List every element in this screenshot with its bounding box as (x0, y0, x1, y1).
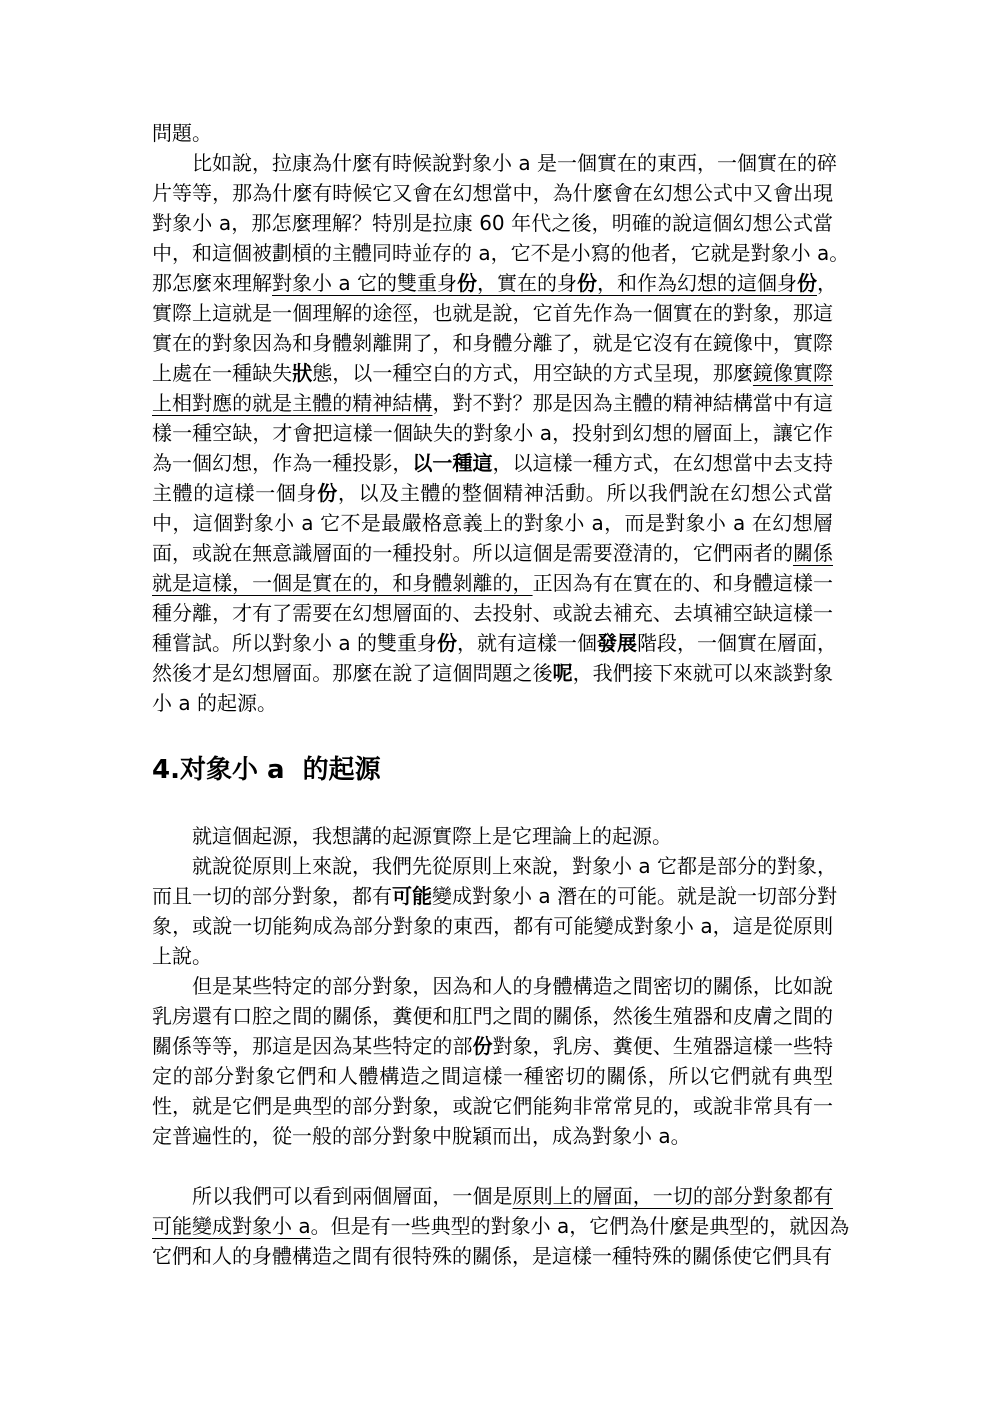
text-line (152, 851, 837, 881)
text-segment: 實在的對象因為和身體剝離開了，和身體分離了，就是它沒有在鏡像中，實際 (152, 331, 833, 355)
text-line (152, 328, 833, 358)
text-segment: 而且一切的部分對象，都有 (152, 884, 392, 908)
text-segment: 關係等等，那這是因為某些特定的部 (152, 1034, 473, 1058)
bold-text: 呢 (552, 661, 573, 685)
text-line (152, 1181, 833, 1211)
text-segment: 面，或說在無意識層面的一種投射。所以這個是需要澄清的，它們兩者的 (152, 541, 793, 565)
paragraph (152, 851, 837, 971)
text-line (152, 911, 833, 941)
text-segment: 對象小 a，那怎麼理解？特別是拉康 60 年代之後，明確的說這個幻想公式當 (152, 211, 833, 235)
text-line (152, 1001, 833, 1031)
text-segment: 定普遍性的，從一般的部分對象中脫穎而出，成為對象小 a。 (152, 1124, 691, 1148)
text-segment: 定的部分對象它們和人體構造之間這樣一種密切的關係，所以它們就有典型 (152, 1064, 833, 1088)
underlined-text: 就是這樣，一個是實在的，和身體剝離的， (152, 571, 533, 595)
text-line (152, 688, 833, 718)
bold-text: 份 (317, 481, 338, 505)
text-segment: 中，和這個被劃槓的主體同時並存的 a，它不是小寫的他者，它就是對象小 a。 (152, 241, 850, 265)
underlined-text: 原則上的層面，一切的部分對象都有 (512, 1184, 834, 1208)
section-text (152, 821, 850, 1271)
text-line (152, 1121, 833, 1151)
text-segment: 上說。 (152, 944, 212, 968)
text-line (152, 1241, 833, 1271)
text-segment: 對象，乳房、糞便、生殖器這樣一些特 (492, 1034, 834, 1058)
text-line (152, 238, 850, 268)
text-segment: 片等等，那為什麼有時候它又會在幻想當中，為什麼會在幻想公式中又會出現 (152, 181, 833, 205)
underlined-text: 上相對應的就是主體的精神結構 (152, 391, 433, 415)
underlined-text: 關係 (792, 541, 833, 565)
text-segment: 變成對象小 a 潛在的可能。就是說一切部分對 (432, 884, 837, 908)
underlined-bold-text: 份 (576, 271, 597, 295)
text-segment: 小 a 的起源。 (152, 691, 277, 715)
text-line (152, 658, 833, 688)
text-line (152, 538, 833, 568)
bold-text: 以一種這 (412, 451, 493, 475)
text-line (152, 628, 837, 658)
text-segment: 就說從原則上來說，我們先從原則上來說，對象小 a 它都是部分的對象， (192, 854, 837, 878)
text-segment: 為一個幻想，作為一種投影， (152, 451, 413, 475)
intro-text (152, 118, 850, 718)
text-line (152, 478, 833, 508)
underlined-bold-text: 份 (456, 271, 477, 295)
text-segment: 種嘗試。所以對象小 a 的雙重身 (152, 631, 437, 655)
text-line (152, 418, 833, 448)
text-segment: 樣一種空缺，才會把這樣一個缺失的對象小 a，投射到幻想的層面上，讓它作 (152, 421, 833, 445)
text-segment: 性，就是它們是典型的部分對象，或說它們能夠非常常見的，或說非常具有一 (152, 1094, 833, 1118)
paragraph (152, 148, 850, 718)
text-segment: 所以我們可以看到兩個層面，一個是 (192, 1184, 513, 1208)
text-line (152, 1091, 833, 1121)
bold-text: 份 (436, 631, 457, 655)
section-heading: 4.对象小 a 的起源 (152, 755, 381, 785)
text-segment: 乳房還有口腔之間的關係，糞便和肛門之間的關係，然後生殖器和皮膚之間的 (152, 1004, 833, 1028)
text-line (152, 971, 833, 1001)
text-line (152, 1031, 833, 1061)
bold-text: 發展 (596, 631, 637, 655)
text-segment: ，就有這樣一個 (456, 631, 597, 655)
text-line (152, 448, 833, 478)
text-segment: 上處在一種缺失 (152, 361, 293, 385)
paragraph (152, 118, 833, 148)
text-segment: 問題。 (152, 121, 212, 145)
underlined-bold-text: 份 (796, 271, 817, 295)
underlined-text: 鏡像實際 (752, 361, 834, 385)
text-segment: 階段，一個實在層面， (636, 631, 837, 655)
underlined-text: ，實在的身 (476, 271, 577, 295)
text-segment: ，以及主體的整個精神活動。所以我們說在幻想公式當 (337, 481, 833, 505)
text-segment: ， (816, 271, 837, 295)
text-line (152, 118, 833, 148)
underlined-text: 可能變成對象小 a (152, 1214, 311, 1238)
text-segment: ，我們接下來就可以來談對象 (572, 661, 834, 685)
text-segment: 但是某些特定的部分對象，因為和人的身體構造之間密切的關係，比如說 (192, 974, 833, 998)
text-segment: 正因為有在實在的、和身體這樣一 (532, 571, 834, 595)
text-segment: 態，以一種空白的方式，用空缺的方式呈現，那麼 (312, 361, 753, 385)
text-segment: ，對不對？那是因為主體的精神結構當中有這 (432, 391, 834, 415)
text-segment: 。但是有一些典型的對象小 a，它們為什麼是典型的，就因為 (310, 1214, 850, 1238)
text-segment: 那怎麼來理解 (152, 271, 272, 295)
text-segment: 比如說，拉康為什麼有時候說對象小 a 是一個實在的東西，一個實在的碎 (192, 151, 837, 175)
text-line (152, 941, 833, 971)
bold-text: 可能 (392, 884, 432, 908)
text-line (152, 358, 833, 388)
text-line (152, 1211, 850, 1241)
text-line (152, 508, 833, 538)
paragraph (152, 821, 833, 851)
paragraph (152, 1181, 850, 1271)
text-segment: 就這個起源，我想講的起源實際上是它理論上的起源。 (192, 824, 672, 848)
paragraph (152, 971, 833, 1151)
text-segment: 種分離，才有了需要在幻想層面的、去投射、或說去補充、去填補空缺這樣一 (152, 601, 833, 625)
text-line (152, 148, 837, 178)
text-segment: 實際上這就是一個理解的途徑，也就是說，它首先作為一個實在的對象，那這 (152, 301, 833, 325)
text-line (152, 881, 837, 911)
text-segment: 它們和人的身體構造之間有很特殊的關係，是這樣一種特殊的關係使它們具有 (152, 1244, 832, 1268)
text-segment: ，以這樣一種方式，在幻想當中去支持 (492, 451, 834, 475)
text-line (152, 568, 833, 598)
text-segment: 主體的這樣一個身 (152, 481, 318, 505)
text-segment: 然後才是幻想層面。那麼在說了這個問題之後 (152, 661, 553, 685)
text-line (152, 298, 833, 328)
bold-text: 狀 (292, 361, 313, 385)
text-line (152, 1061, 833, 1091)
text-line (152, 598, 833, 628)
text-segment: 象，或說一切能夠成為部分對象的東西，都有可能變成對象小 a，這是從原則 (152, 914, 833, 938)
text-line (152, 268, 837, 298)
text-line (152, 178, 833, 208)
underlined-text: ，和作為幻想的這個身 (596, 271, 797, 295)
text-segment: 中，這個對象小 a 它不是最嚴格意義上的對象小 a，而是對象小 a 在幻想層 (152, 511, 833, 535)
text-line (152, 388, 833, 418)
text-line (152, 821, 833, 851)
bold-text: 份 (472, 1034, 493, 1058)
underlined-text: 對象小 a 它的雙重身 (272, 271, 457, 295)
text-line (152, 208, 833, 238)
